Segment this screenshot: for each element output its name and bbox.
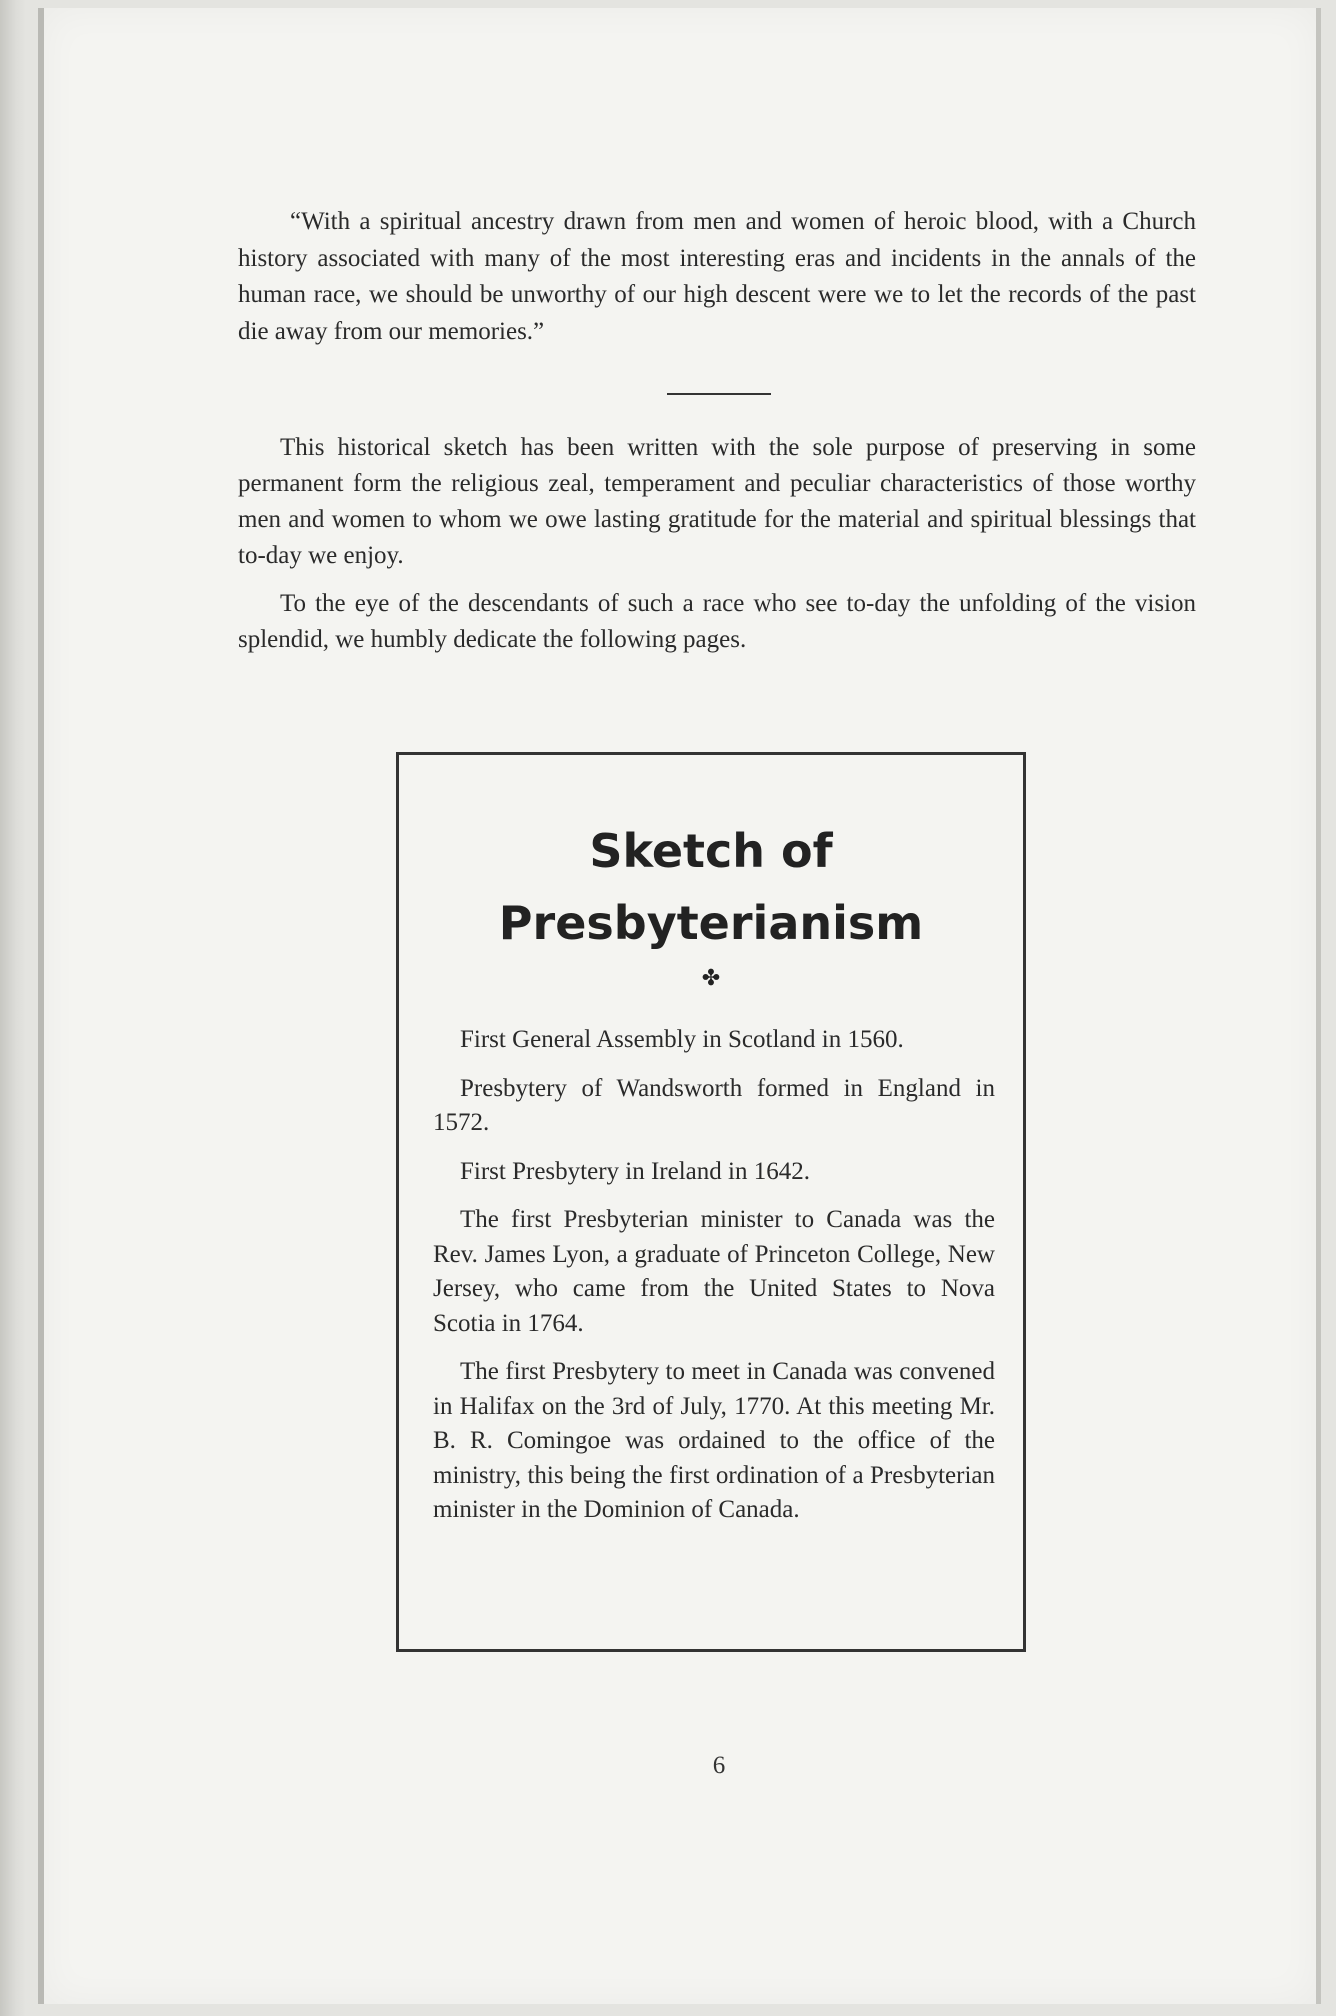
fact-item: First General Assembly in Scotland in 1560.	[460, 1026, 904, 1053]
sketch-box	[396, 752, 1026, 1652]
book-spine-shadow	[0, 0, 26, 2016]
sketch-facts	[433, 1023, 995, 1542]
epigraph-quote: “With a spiritual ancestry drawn from men and women of heroic blood, with a Church history associated with many of the most interesting eras and incidents in the annals of the human race, we should be unworthy of our high descent were we to let the records of the past die away from our memories.”	[238, 208, 1196, 345]
introduction-paragraph-1: This historical sketch has been written with the sole purpose of preserving in some permanent form the religious zeal, temperament and peculiar characteristics of those worthy men and women to whom we owe lasting gratitude for the material and spiritual blessings that to-day we enjoy.	[238, 434, 1196, 569]
fact-item: The first Presbytery to meet in Canada was convened in Halifax on the 3rd of July, 1770. At this meeting Mr. B. R. Comingoe was ordained to the office of the ministry, this being the first ordination of a Presbyterian minister in the Dominion of Canada.	[433, 1358, 995, 1523]
sketch-title-line-1: Sketch of	[589, 824, 833, 878]
ornament-icon: ✤	[701, 965, 721, 990]
fact-item: The first Presbyterian minister to Canada was the Rev. James Lyon, a graduate of Princeton College, New Jersey, who came from the United States to Nova Scotia in 1764.	[433, 1206, 995, 1337]
section-divider	[667, 393, 771, 395]
sketch-title	[399, 815, 1023, 959]
fact-item: First Presbytery in Ireland in 1642.	[460, 1157, 810, 1185]
introduction-paragraph-2: To the eye of the descendants of such a race who see to-day the unfolding of the vision splendid, we humbly dedicate the following pages.	[238, 590, 1196, 653]
sketch-title-line-2: Presbyterianism	[498, 896, 924, 950]
fact-item: Presbytery of Wandsworth formed in England in 1572.	[433, 1074, 995, 1136]
page-number: 6	[712, 1752, 726, 1779]
introduction	[238, 430, 1196, 670]
